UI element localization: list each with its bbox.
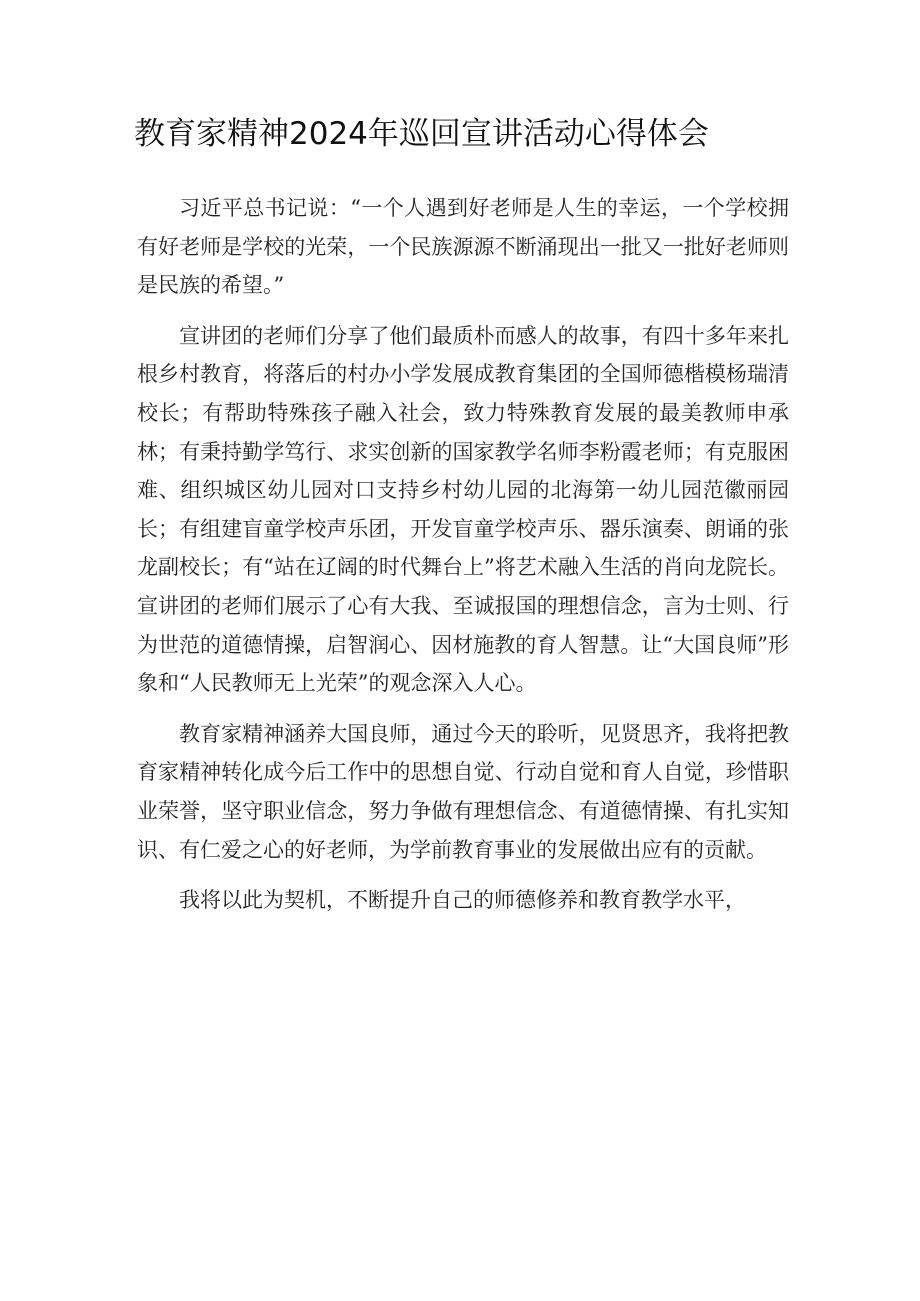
document-body — [137, 189, 789, 932]
paragraph-3: 教育家精神涵养大国良师，通过今天的聆听，见贤思齐，我将把教育家精神转化成今后工作中的思想自觉、行动自觉和育人自觉，珍惜职业荣誉，坚守职业信念，努力争做有理想信念、有道德情操、有扎实知识、有仁爱之心的好老师，为学前教育事业的发展做出应有的贡献。 — [137, 721, 789, 862]
document-title: 教育家精神2024年巡回宣讲活动心得体会 — [134, 116, 709, 152]
paragraph-2: 宣讲团的老师们分享了他们最质朴而感人的故事，有四十多年来扎根乡村教育，将落后的村办小学发展成教育集团的全国师德楷模杨瑞清校长；有帮助特殊孩子融入社会，致力特殊教育发展的最美教师申承林；有秉持勤学笃行、求实创新的国家教学名师李粉霞老师；有克服困难、组织城区幼儿园对口支持乡村幼儿园的北海第一幼儿园范徽丽园长；有组建盲童学校声乐团，开发盲童学校声乐、器乐演奏、朗诵的张龙副校长；有“站在辽阔的时代舞台上”将艺术融入生活的肖向龙院长。宣讲团的老师们展示了心有大我、至诚报国的理想信念，言为士则、行为世范的道德情操，启智润心、因材施教的育人智慧。让“大国良师”形象和“人民教师无上光荣”的观念深入人心。 — [137, 323, 789, 696]
paragraph-1: 习近平总书记说：“一个人遇到好老师是人生的幸运，一个学校拥有好老师是学校的光荣，一个民族源源不断涌现出一批又一批好老师则是民族的希望。” — [137, 196, 789, 298]
paragraph-4: 我将以此为契机，不断提升自己的师德修养和教育教学水平， — [179, 888, 746, 913]
